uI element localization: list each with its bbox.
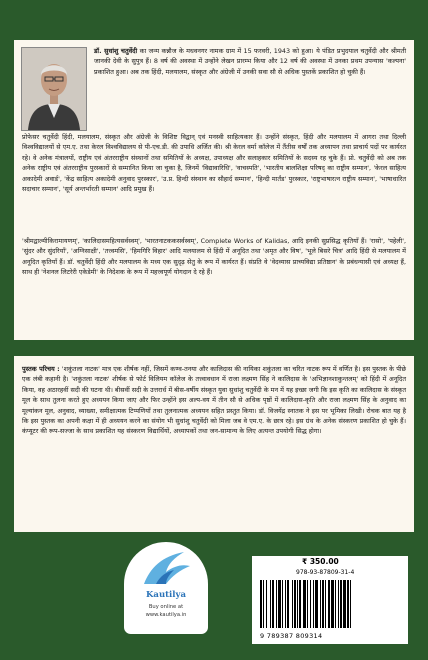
barcode-bar [303, 580, 306, 628]
barcode-bar [313, 580, 314, 628]
barcode-bar [347, 580, 349, 628]
book-introduction-panel [14, 356, 414, 532]
author-name: डॉ. सुधांशु चतुर्वेदी [94, 47, 138, 55]
barcode-bar [320, 580, 321, 628]
barcode-bar [292, 580, 293, 628]
barcode-graphic [258, 580, 402, 630]
barcode-bar [266, 580, 267, 628]
author-bio-panel [14, 40, 414, 340]
barcode-bar [335, 580, 336, 628]
barcode-bar [340, 580, 342, 628]
author-bio-paragraph-1: प्रोफेसर चतुर्वेदी हिंदी, मलयालम, संस्कृत और अंग्रेजी के विशिष्ट विद्वान् एवं मनस्वी साहित्यकार हैं। उन्होंने संस्कृत, हिंदी और मलयालम में आगरा तथा दिल्ली विश्वविद्यालयों से एम.ए. तथा केरल विश्वविद्यालय से पी-एच.डी. की उपाधि अर्जित की। श्री केरल वर्मा कॉलेज में तैंतीस वर्षों तक अध्यापन तथा प्राचार्य पदों पर कार्यरत रहे। वे अनेक मंत्रालयों, राष्ट्रीय एवं अंतरराष्ट्रीय संस्थानों तथा समितियों के अध्यक्ष, उपाध्यक्ष और सलाहकार समितियों के सदस्य रह चुके हैं। प्रो. चतुर्वेदी को अब तक अनेक राष्ट्रीय एवं अंतरराष्ट्रीय पुरस्कारों से सम्मानित किया जा चुका है, जिनमें 'विद्यावारिधि', 'वाचस्पति', 'भारतीय बालशिक्षा परिषद् का राष्ट्रीय सम्मान', 'केरल साहित्य अकादेमी अवार्ड', 'केंद्र साहित्य अकादेमी अनुवाद पुरस्कार', 'उ.प्र. हिन्दी संस्थान का सौहार्द सम्मान', 'हिन्दी मार्तंड' पुरस्कार, 'राष्ट्रभाषारत्न राष्ट्रीय सम्मान', 'भाषाधारित सदाचार सम्मान', 'सूर्य अन्तर्भारती सम्मान' आदि प्रमुख हैं। [22, 133, 406, 194]
barcode-bar [322, 580, 324, 628]
barcode-bar [276, 580, 277, 628]
barcode-bar [331, 580, 334, 628]
price-label: ₹ 350.00 [302, 557, 339, 566]
barcode-bar [272, 580, 274, 628]
isbn-barcode-digits: 9 789387 809314 [260, 632, 323, 640]
publisher-logo-badge [124, 542, 208, 634]
barcode-bar [315, 580, 318, 628]
barcode-bar [294, 580, 296, 628]
bird-logo-icon [136, 546, 196, 590]
barcode-bar [282, 580, 283, 628]
barcode-bar [297, 580, 298, 628]
barcode-bar [325, 580, 326, 628]
book-intro-body: 'शकुंतला नाटक' मात्र एक शीर्षक नहीं, जिसमें कण्व-तनया और कालिदास की नायिका शकुंतला का चरित नाटक रूप में वर्णित है। इस पुस्तक के पीछे एक लंबी कहानी है। 'शकुंतला नाटक' शीर्षक से फोर्ट विलियम कॉलेज के तत्त्वावधान में राजा लक्ष्मण सिंह ने कालिदास के 'अभिज्ञानशाकुन्तलम्' को हिंदी में अनूदित किया, वह अठारहवीं सदी की घटना थी। बीसवीं सदी के उत्तरार्ध में बीस-वर्षीय संस्कृत युवा सुधांशु चतुर्वेदी के मन में यह इच्छा जगी कि इस कृति का कालिदास के संस्कृत मूल के साथ तुलना करते हुए अध्ययन किया जाए और फिर उन्होंने इस अल्प-वय में तीन सौ से अधिक पृष्ठों में कालिदास-कृति और राजा लक्ष्मण सिंह के अनुवाद का मूल्यांकन मूल, अनुवाद, व्याख्या, समीक्षात्मक टिप्पणियाँ तथा तुलनात्मक अध्ययन सहित प्रस्तुत किया। डॉ. विजयेंद्र स्नातक ने इस पर भूमिका लिखी। रोचक बात यह है कि इस पुस्तक का अपनी कक्षा में ही अध्ययन करने का संयोग भी सुधांशु चतुर्वेदी को मिला जब वे एम.ए. के छात्र रहे। इस ग्रंथ के अनेक संस्करण प्रकाशित हो चुके हैं। कंप्यूटर की रूप-सज्जा के साथ प्रकाशित यह संस्करण विद्यार्थियों, अध्यापकों तथा जन-सामान्य के लिए अत्यन्त उपयोगी सिद्ध होगा। [22, 365, 407, 436]
buy-online-label: Buy online at [148, 604, 184, 610]
publisher-website[interactable]: www.kautilya.in [145, 612, 187, 618]
author-bio-paragraph-2: 'श्रीमद्वाल्मीकिरामायणम्', 'कालिदासमहित्यसर्वस्वम्', 'भारतनाटककसर्वस्वम्', Complete Works of Kalidas, आदि इनकी सुप्रसिद्ध कृतियाँ हैं। 'रासो', 'पहेली', 'सुंदर और सुंदरियाँ', 'अग्निसाक्षी', 'तत्त्वमसि', 'हिमगिरि विहार' आदि मलयालम से हिंदी में अनूदित तथा 'अमृत और विष', 'भूले बिसरे चित्र' आदि हिंदी से मलयालम में अनूदित कृतियाँ हैं। डॉ. चतुर्वेदी हिंदी और मलयालम के मध्य एक सुदृढ़ सेतु के रूप में कार्यरत हैं। संप्रति वे 'वेदव्यास प्राच्यविद्या प्रतिष्ठान' के प्रबंधन्यासी एवं अध्यक्ष हैं, साथ ही 'नेशनल लिटरेरी एकेडेमी' के निदेशक के रूप में महत्त्वपूर्ण योगदान दे रहे हैं। [22, 237, 406, 277]
barcode-bar [287, 580, 289, 628]
barcode-bar [278, 580, 281, 628]
barcode-bar [343, 580, 346, 628]
barcode-bar [310, 580, 311, 628]
barcode-bar [270, 580, 271, 628]
publisher-name: Kautilya [146, 590, 186, 600]
author-intro-body: का जन्म कन्नौज के मधवनगर नामक ग्राम में 15 फरवरी, 1943 को हुआ। ये पंडित प्रभुदयाल चतुर्वेदी और श्रीमती जानकी देवी के सुपुत्र हैं। 8 वर्ष की अवस्था में उन्होंने लेखन प्रारम्भ किया और 12 वर्ष की अवस्था में उनका प्रथम उपन्यास 'कल्पना' प्रकाशित हुआ। अब तक हिंदी, मलयालम, संस्कृत और अंग्रेजी में उनकी सवा सौ से अधिक पुस्तकें प्रकाशित हो चुकी हैं। [94, 47, 406, 76]
barcode-bar [338, 580, 339, 628]
book-introduction-text [22, 364, 406, 437]
author-photo [21, 47, 87, 131]
book-intro-heading: पुस्तक परिचय : [22, 365, 60, 373]
barcode-bar [260, 580, 262, 628]
barcode-bar [299, 580, 301, 628]
barcode-bar [307, 580, 308, 628]
barcode-bar [263, 580, 264, 628]
barcode-bar [350, 580, 351, 628]
barcode-bar [328, 580, 330, 628]
barcode-bar [285, 580, 286, 628]
isbn-label: 978-93-87809-31-4 [296, 569, 355, 576]
barcode-panel [252, 556, 408, 644]
author-intro-text [94, 46, 406, 77]
